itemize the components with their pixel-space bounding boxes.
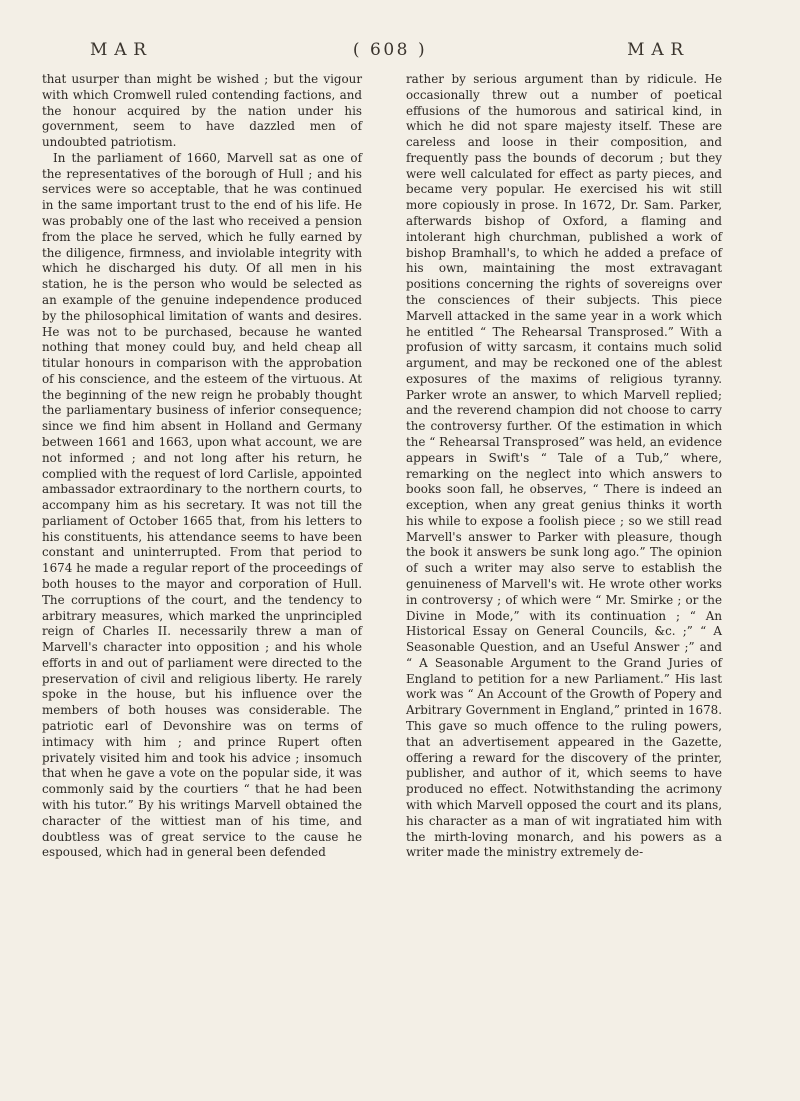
paragraph: In the parliament of 1660, Marvell sat as one of the representatives of the borough of Hull ; and his services were so acceptable, that he was continued in the same important trust to the end of his life. He was probably one of the last who received a pension from the place he served, which he fully earned by the diligence, firmness, and inviolable integrity with which he discharged his duty. Of all men in his station, he is the person who would be selected as an example of the genuine independence produced by the philosophical limitation of wants and desires. He was not to be purchased, because he wanted nothing that money could buy, and held cheap all titular honours in comparison with the approbation of his conscience, and the esteem of the virtuous. At the beginning of the new reign he probably thought the parliamentary business of inferior consequence; since we find him absent in Holland and Germany between 1661 and 1663, upon what account, we are not informed ; and not long after his return, he complied with the request of lord Carlisle, appointed ambassador extraordinary to the northern courts, to accompany him as his secretary. It was not till the parliament of October 1665 that, from his letters to his constituents, his attendance seems to have been constant and uninterrupted. From that period to 1674 he made a regular report of the proceedings of both houses to the mayor and corporation of Hull. The corruptions of the court, and the tendency to arbitrary measures, which marked the unprincipled reign of Charles II. necessarily threw a man of Marvell's character into opposition ; and his whole efforts in and out of parliament were directed to the preservation of civil and religious liberty. He rarely spoke in the house, but his influence over the members of both houses was considerable. The patriotic earl of Devonshire was on terms of intimacy with him ; and prince Rupert often privately visited him and took his advice ; insomuch that when he gave a vote on the popular side, it was commonly said by the courtiers “ that he had been with his tutor.” By his writings Marvell obtained the character of the wittiest man of his time, and doubtless was of great service to the cause he espoused, which had in general been defended bbox=[42, 150, 362, 860]
page-number: ( 608 ) bbox=[352, 40, 428, 60]
left-column bbox=[42, 72, 362, 861]
paragraph: that usurper than might be wished ; but the vigour with which Cromwell ruled contending factions, and the honour acquired by the nation under his government, seem to have dazzled men of undoubted patriotism. bbox=[42, 72, 362, 150]
right-column bbox=[406, 72, 722, 861]
header-left-word: MAR bbox=[90, 40, 153, 60]
paragraph: rather by serious argument than by ridicule. He occasionally threw out a number of poetical effusions of the humorous and satirical kind, in which he did not spare majesty itself. These are careless and loose in their composition, and frequently pass the bounds of decorum ; but they were well calculated for effect as party pieces, and became very popular. He exercised his wit still more copiously in prose. In 1672, Dr. Sam. Parker, afterwards bishop of Oxford, a flaming and intolerant high churchman, published a work of bishop Bramhall's, to which he added a preface of his own, maintaining the most extravagant positions concerning the rights of sovereigns over the consciences of their subjects. This piece Marvell attacked in the same year in a work which he entitled “ The Rehearsal Transprosed.” With a profusion of witty sarcasm, it contains much solid argument, and may be reckoned one of the ablest exposures of the maxims of religious tyranny. Parker wrote an answer, to which Marvell replied; and the reverend champion did not choose to carry the controversy further. Of the estimation in which the “ Rehearsal Transprosed” was held, an evidence appears in Swift's “ Tale of a Tub,” where, remarking on the neglect into which answers to books soon fall, he observes, “ There is indeed an exception, when any great genius thinks it worth his while to expose a foolish piece ; so we still read Marvell's answer to Parker with pleasure, though the book it answers be sunk long ago.” The opinion of such a writer may also serve to establish the genuineness of Marvell's wit. He wrote other works in controversy ; of which were “ Mr. Smirke ; or the Divine in Mode,” with its continuation ; “ An Historical Essay on General Councils, &c. ;” “ A Seasonable Question, and an Useful Answer ;” and “ A Seasonable Argument to the Grand Juries of England to petition for a new Parliament.” His last work was “ An Account of the Growth of Popery and Arbitrary Government in England,” printed in 1678. This gave so much offence to the ruling powers, that an advertisement appeared in the Gazette, offering a reward for the discovery of the printer, publisher, and author of it, which seems to have produced no effect. Notwithstanding the acrimony with which Marvell opposed the court and its plans, his character as a man of wit ingratiated him with the mirth-loving monarch, and his powers as a writer made the ministry extremely de- bbox=[406, 72, 722, 860]
header-right-word: MAR bbox=[627, 40, 690, 60]
running-header bbox=[90, 40, 690, 60]
